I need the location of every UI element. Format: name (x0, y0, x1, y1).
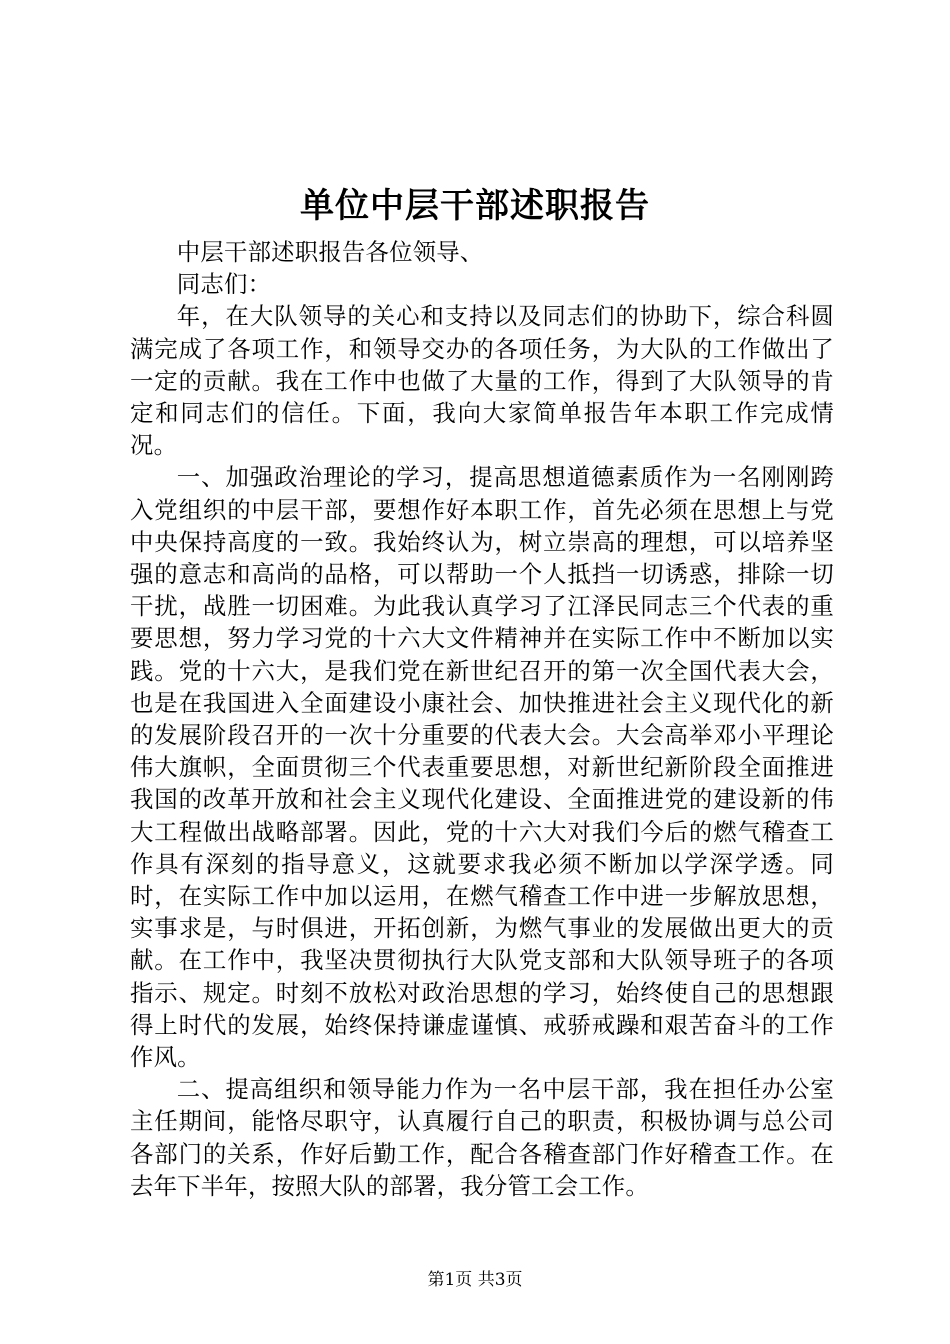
salutation-line-2: 同志们： (176, 270, 272, 299)
salutation-line-1: 中层干部述职报告各位领导、 (176, 238, 484, 266)
paragraph-section-2: 二、提高组织和领导能力作为一名中层干部，我在担任办公室主任期间，能恪尽职守，认真履行自己的职责，积极协调与总公司各部门的关系，作好后勤工作，配合各稽查部门作好稽查工作。在去年下半年，按照大队的部署，我分管工会工作。 (130, 1075, 834, 1200)
page-number-footer: 第1页 共3页 (427, 1270, 523, 1290)
paragraph-section-1: 一、加强政治理论的学习，提高思想道德素质作为一名刚刚跨入党组织的中层干部，要想作好本职工作，首先必须在思想上与党中央保持高度的一致。我始终认为，树立崇高的理想，可以培养坚强的意志和高尚的品格，可以帮助一个人抵挡一切诱惑，排除一切干扰，战胜一切困难。为此我认真学习了江泽民同志三个代表的重要思想，努力学习党的十六大文件精神并在实际工作中不断加以实践。党的十六大，是我们党在新世纪召开的第一次全国代表大会，也是在我国进入全面建设小康社会、加快推进社会主义现代化的新的发展阶段召开的一次十分重要的代表大会。大会高举邓小平理论伟大旗帜，全面贯彻三个代表重要思想，对新世纪新阶段全面推进我国的改革开放和社会主义现代化建设、全面推进党的建设新的伟大工程做出战略部署。因此，党的十六大对我们今后的燃气稽查工作具有深刻的指导意义，这就要求我必须不断加以学深学透。同时，在实际工作中加以运用，在燃气稽查工作中进一步解放思想，实事求是，与时俱进，开拓创新，为燃气事业的发展做出更大的贡献。在工作中，我坚决贯彻执行大队党支部和大队领导班子的各项指示、规定。时刻不放松对政治思想的学习，始终使自己的思想跟得上时代的发展，始终保持谦虚谨慎、戒骄戒躁和艰苦奋斗的工作作风。 (130, 463, 834, 1072)
document-title: 单位中层干部述职报告 (300, 186, 650, 226)
paragraph-intro: 年，在大队领导的关心和支持以及同志们的协助下，综合科圆满完成了各项工作，和领导交办的各项任务，为大队的工作做出了一定的贡献。我在工作中也做了大量的工作，得到了大队领导的肯定和同志们的信任。下面，我向大家简单报告年本职工作完成情况。 (130, 302, 834, 460)
document-body (130, 236, 834, 1202)
